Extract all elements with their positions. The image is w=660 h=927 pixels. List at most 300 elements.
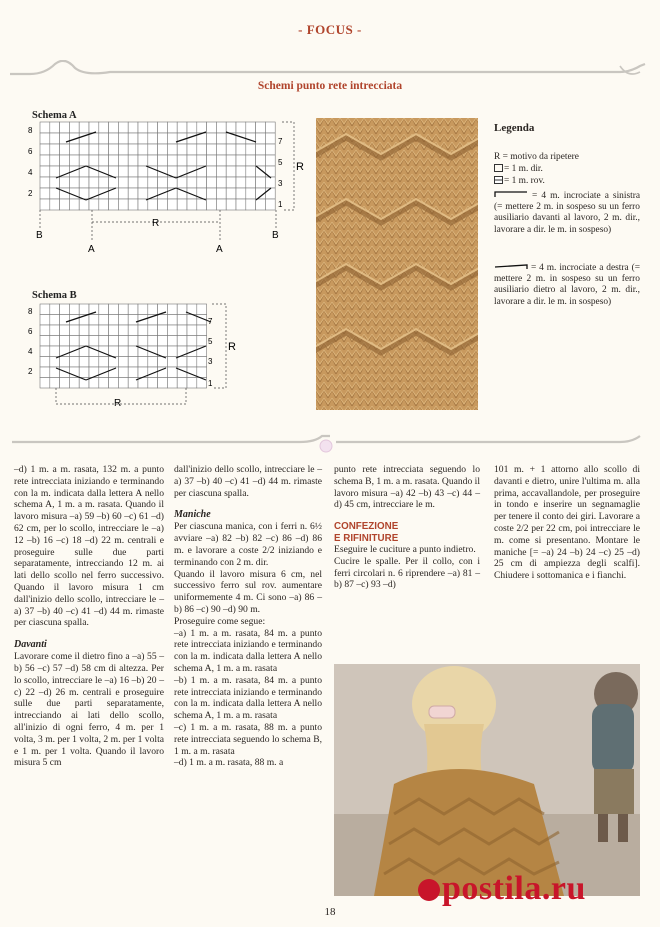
chart-cell [118,188,128,199]
chart-cell [167,155,177,166]
chart-cell [89,177,99,188]
chart-cell [197,177,207,188]
chart-cell [167,315,177,326]
chart-cell [177,177,187,188]
row-number: 5 [208,337,213,346]
chart-cell [99,144,109,155]
chart-cell [197,144,207,155]
chart-cell [40,133,50,144]
chart-cell [256,177,266,188]
chart-cell [128,177,138,188]
row-number: 1 [208,379,213,388]
legend-item-cross-left [494,190,640,236]
row-number: 4 [28,347,33,356]
chart-cell [148,122,158,133]
section-title-confezione: CONFEZIONE [334,521,399,533]
chart-cell [109,304,119,315]
chart-cell [128,188,138,199]
chart-cell [197,122,207,133]
chart-cell [265,188,275,199]
chart-cell [69,357,79,368]
chart-cell [167,346,177,357]
chart-cell [256,166,266,177]
chart-cell [109,199,119,210]
paragraph: –d) 1 m. a m. rasata, 88 m. a [174,757,284,769]
chart-cell [99,155,109,166]
chart-cell [89,325,99,336]
chart-cell [40,177,50,188]
paragraph: Eseguire le cuciture a punto indietro. [334,544,476,555]
chart-cell [246,122,256,133]
paragraph: Per ciascuna manica, con i ferri n. 6½ avviare –a) 82 –b) 82 –c) 86 –d) 86 m. e lavorare a coste 2/2 iniziando e terminando con 2 m. dir. [174,521,322,568]
model-photo [334,664,640,896]
row-number: 3 [278,179,283,188]
chart-cell [167,367,177,378]
chart-cell [177,199,187,210]
chart-cell [158,122,168,133]
chart-cell [40,166,50,177]
purl-square-icon [494,176,503,184]
chart-cell [128,144,138,155]
chart-cell [197,336,207,347]
chart-cell [118,144,128,155]
chart-cell [79,155,89,166]
chart-cell [158,177,168,188]
chart-cell [128,155,138,166]
chart-cell [99,304,109,315]
legend-item-cross-right [494,262,640,308]
paragraph: punto rete intrecciata seguendo lo schema B, 1 m. a m. rasata. Quando il lavoro misura –a) 42 –b) 43 –c) 44 –d) 45 cm, intrecciare le m. [334,464,481,511]
chart-cell [79,177,89,188]
chart-cell [50,325,60,336]
chart-cell [60,133,70,144]
chart-cell [216,133,226,144]
chart-cell [118,133,128,144]
chart-cell [216,188,226,199]
chart-cell [265,199,275,210]
chart-cell [50,199,60,210]
legend-text: = 1 m. dir. [504,164,543,174]
chart-cell [187,378,197,389]
chart-cell [50,315,60,326]
chart-cell [207,122,217,133]
section-title-rifiniture: E RIFINITURE [334,532,399,544]
row-number: 8 [28,307,33,316]
chart-cell [256,199,266,210]
legend-item-purl [494,176,640,187]
chart-cell [128,325,138,336]
chart-cell [226,188,236,199]
chart-cell [197,304,207,315]
chart-cell [236,188,246,199]
chart-cell [207,177,217,188]
chart-cell [148,144,158,155]
chart-cell [207,133,217,144]
paragraph: dall'inizio dello scollo, intrecciare le –a) 37 –b) 40 –c) 41 –d) 44 m. rimaste per ciascuna spalla. [174,464,322,499]
chart-cell [69,122,79,133]
chart-cell [40,315,50,326]
chart-cell [187,336,197,347]
chart-cell [207,188,217,199]
chart-cell [207,155,217,166]
chart-cell [60,155,70,166]
legend-item-knit [494,164,640,175]
chart-cell [99,378,109,389]
pattern-box-title: Schemi punto rete intrecciata [257,80,403,92]
chart-cell [158,378,168,389]
chart-cell [236,122,246,133]
chart-cell [40,304,50,315]
schema-a-label-r: R [152,218,160,229]
page-number: 18 [324,906,336,918]
paragraph: Cucire le spalle. Per il collo, con i ferri circolari n. 6 riprendere –a) 81 –b) 87 –c) 93 –d) [334,555,480,591]
chart-cell [109,346,119,357]
chart-cell [167,144,177,155]
chart-cell [148,357,158,368]
text-column-4 [494,464,640,582]
chart-cell [60,336,70,347]
chart-cell [40,122,50,133]
chart-cell [207,144,217,155]
chart-cell [177,155,187,166]
watermark-text: postila.ru [442,870,586,907]
chart-cell [99,177,109,188]
chart-cell [226,199,236,210]
chart-cell [79,144,89,155]
chart-cell [99,315,109,326]
chart-cell [236,177,246,188]
top-wave-divider [0,60,660,82]
chart-cell [40,199,50,210]
schema-a-title: Schema A [32,110,77,121]
chart-cell [50,346,60,357]
chart-cell [167,378,177,389]
chart-cell [69,199,79,210]
chart-cell [148,155,158,166]
chart-cell [60,177,70,188]
chart-cell [138,122,148,133]
chart-cell [265,177,275,188]
schema-b-label-r: R [114,398,122,409]
chart-cell [226,155,236,166]
chart-cell [187,122,197,133]
row-number: 2 [28,367,33,376]
chart-cell [148,325,158,336]
schema-a-label-b: B [36,230,43,241]
chart-cell [246,177,256,188]
chart-cell [158,199,168,210]
chart-cell [167,177,177,188]
chart-cell [118,166,128,177]
chart-cell [50,378,60,389]
chart-cell [236,199,246,210]
chart-cell [187,177,197,188]
chart-cell [177,144,187,155]
chart-cell [197,367,207,378]
chart-cell [177,122,187,133]
chart-cell [187,155,197,166]
text-column-2 [174,464,322,769]
chart-cell [207,166,217,177]
chart-cell [109,315,119,326]
chart-cell [79,367,89,378]
paragraph: 101 m. + 1 attorno allo scollo di davanti e dietro, unire l'ultima m. alla prima, accavallandole, per proseguire in tondo e inserire un segnamaglie per tenere il conto dei giri. Lavorare a coste 2/2 per 22 cm, poi intrecciare le m. come si presentano. Montare le maniche [= –a) 24 –b) 24 –c) 25 –d) 25 cm di ampiezza degli scalfi]. Chiudere i sottomanica e i fianchi. [494,464,640,582]
chart-cell [216,199,226,210]
magazine-section-header: - FOCUS - [298,22,362,37]
section-title-maniche: Maniche [174,509,211,521]
chart-cell [50,166,60,177]
chart-cell [79,199,89,210]
row-number: 6 [28,327,33,336]
chart-cell [158,336,168,347]
chart-cell [40,155,50,166]
row-number: 7 [208,317,213,326]
paragraph: –a) 1 m. a m. rasata, 84 m. a punto rete intrecciata iniziando e terminando con la m. indicata dalla lettera A nello schema A, 1 m. a m. rasata [174,627,322,674]
chart-cell [60,315,70,326]
chart-cell [216,122,226,133]
chart-cell [50,177,60,188]
chart-cell [148,177,158,188]
chart-cell [60,199,70,210]
chart-cell [60,357,70,368]
section-title-davanti: Davanti [14,639,47,651]
legend-text: = 4 m. incrociate a sinistra (= mettere 2 m. in sospeso su un ferro ausiliario davanti al lavoro, 2 m. dir., lavorare a dir. le m. in sospeso) [494,191,640,235]
chart-cell [109,325,119,336]
chart-cell [177,336,187,347]
row-number: 6 [28,147,33,156]
chart-cell [118,346,128,357]
chart-cell [167,133,177,144]
chart-cell [187,199,197,210]
row-number: 2 [28,189,33,198]
chart-cell [128,378,138,389]
chart-cell [226,177,236,188]
cable-right-icon [494,262,528,270]
chart-cell [118,357,128,368]
chart-cell [158,144,168,155]
chart-cell [197,357,207,368]
chart-cell [40,188,50,199]
chart-cell [246,199,256,210]
chart-cell [109,155,119,166]
schema-a-label-a: A [216,244,223,255]
chart-cell [246,155,256,166]
chart-cell [60,304,70,315]
text-column-1 [14,464,164,769]
paragraph: Proseguire come segue: [174,615,266,627]
chart-cell [128,133,138,144]
chart-cell [89,357,99,368]
legend-title: Legenda [494,122,535,134]
chart-cell [158,133,168,144]
chart-cell [187,133,197,144]
chart-cell [197,199,207,210]
chart-cell [99,325,109,336]
chart-cell [138,144,148,155]
chart-cell [89,144,99,155]
chart-cell [187,357,197,368]
chart-cell [236,144,246,155]
cable-left-icon [494,190,528,198]
chart-cell [109,357,119,368]
chart-cell [158,325,168,336]
chart-cell [256,155,266,166]
chart-cell [79,122,89,133]
chart-cell [69,378,79,389]
chart-cell [256,133,266,144]
chart-cell [69,325,79,336]
chart-cell [118,325,128,336]
watermark [418,870,586,908]
chart-cell [60,378,70,389]
chart-cell [50,336,60,347]
chart-cell [69,177,79,188]
chart-cell [50,122,60,133]
chart-cell [256,144,266,155]
chart-cell [109,122,119,133]
schema-b-chart [26,300,256,410]
chart-cell [138,133,148,144]
chart-cell [187,325,197,336]
chart-cell [118,155,128,166]
legend-text: = 4 m. incrociate a destra (= mettere 2 m. in sospeso su un ferro ausiliario dietro al lavoro, 2 m. dir., lavorare a dir. le m. in sospeso) [494,263,641,307]
chart-cell [246,166,256,177]
chart-cell [109,188,119,199]
chart-cell [69,336,79,347]
legend-text: = 1 m. rov. [504,176,545,186]
chart-cell [148,336,158,347]
paragraph: –c) 1 m. a m. rasata, 88 m. a punto rete intrecciata seguendo lo schema B, 1 m. a m. rasata [174,721,322,757]
chart-cell [60,325,70,336]
chart-cell [177,357,187,368]
chart-cell [118,315,128,326]
chart-cell [118,336,128,347]
chart-cell [50,357,60,368]
chart-cell [79,336,89,347]
chart-cell [40,357,50,368]
chart-cell [79,325,89,336]
paragraph: Quando il lavoro misura 6 cm, nel successivo ferro sul rov. aumentare uniformemente 4 m. Ci sono –a) 86 –b) 86 –c) 90 –d) 90 m. [174,568,322,615]
chart-cell [148,378,158,389]
chart-cell [109,133,119,144]
chart-cell [138,166,148,177]
chart-cell [118,199,128,210]
chart-cell [50,188,60,199]
chart-cell [89,378,99,389]
chart-cell [216,155,226,166]
chart-cell [50,144,60,155]
chart-cell [109,336,119,347]
chart-cell [99,199,109,210]
chart-cell [167,357,177,368]
row-number: 7 [278,137,283,146]
chart-cell [226,122,236,133]
chart-cell [138,199,148,210]
chart-cell [236,166,246,177]
row-number: 4 [28,168,33,177]
chart-cell [40,144,50,155]
chart-cell [118,304,128,315]
chart-cell [60,122,70,133]
chart-cell [167,199,177,210]
chart-cell [207,199,217,210]
chart-cell [167,304,177,315]
chart-cell [177,304,187,315]
schema-a-label-b: B [272,230,279,241]
chart-cell [89,122,99,133]
text-column-3 [334,464,480,591]
chart-cell [128,166,138,177]
chart-cell [197,325,207,336]
paragraph: –d) 1 m. a m. rasata, 132 m. a punto rete intrecciata iniziando e terminando con la m. indicata dalla lettera A nello schema A, 1 m. a m. rasata. Quando il lavoro misura –a) 59 –b) 60 –c) 61 –d) 62 cm, per lo scollo, intrecciare le –a) 12 –b) 16 –c) 18 –d) 22 m. centrali e proseguire sulle due parti separatamente, intrecciando 12 m. ai lati dello scollo nel ferro successivo. Quando il lavoro misura 1 cm dall'inizio dello scollo, intrecciare le –a) 37 –b) 40 –c) 41 –d) 44 m. rimaste per ciascuna spalla. [14,464,164,629]
chart-cell [40,336,50,347]
chart-cell [89,133,99,144]
chart-cell [50,133,60,144]
chart-cell [128,346,138,357]
chart-cell [99,133,109,144]
chart-cell [79,357,89,368]
chart-cell [99,367,109,378]
chart-cell [138,325,148,336]
schema-a-chart [26,118,310,258]
chart-cell [216,177,226,188]
repeat-label: R [228,341,236,353]
chart-cell [177,315,187,326]
chart-cell [216,166,226,177]
chart-cell [197,155,207,166]
chart-cell [265,144,275,155]
chart-cell [177,378,187,389]
chart-cell [246,188,256,199]
chart-cell [50,304,60,315]
chart-cell [128,357,138,368]
row-number: 3 [208,357,213,366]
chart-cell [40,325,50,336]
chart-cell [109,144,119,155]
chart-cell [89,199,99,210]
repeat-label: R [296,161,304,173]
chart-cell [118,122,128,133]
chart-cell [89,336,99,347]
chart-cell [128,199,138,210]
chart-cell [167,122,177,133]
knit-square-icon [494,164,503,172]
chart-cell [99,357,109,368]
chart-cell [128,336,138,347]
chart-cell [69,144,79,155]
chart-cell [265,155,275,166]
chart-cell [69,155,79,166]
chart-cell [138,304,148,315]
chart-cell [138,177,148,188]
chart-cell [265,122,275,133]
chart-cell [89,155,99,166]
chart-cell [118,367,128,378]
chart-cell [158,315,168,326]
chart-cell [148,304,158,315]
chart-cell [40,346,50,357]
chart-cell [109,378,119,389]
chart-cell [69,304,79,315]
chart-cell [187,144,197,155]
chart-cell [256,122,266,133]
legend-item-repeat: R = motivo da ripetere [494,152,579,162]
chart-cell [177,325,187,336]
chart-cell [40,367,50,378]
row-number: 8 [28,126,33,135]
chart-cell [50,155,60,166]
chart-cell [128,315,138,326]
